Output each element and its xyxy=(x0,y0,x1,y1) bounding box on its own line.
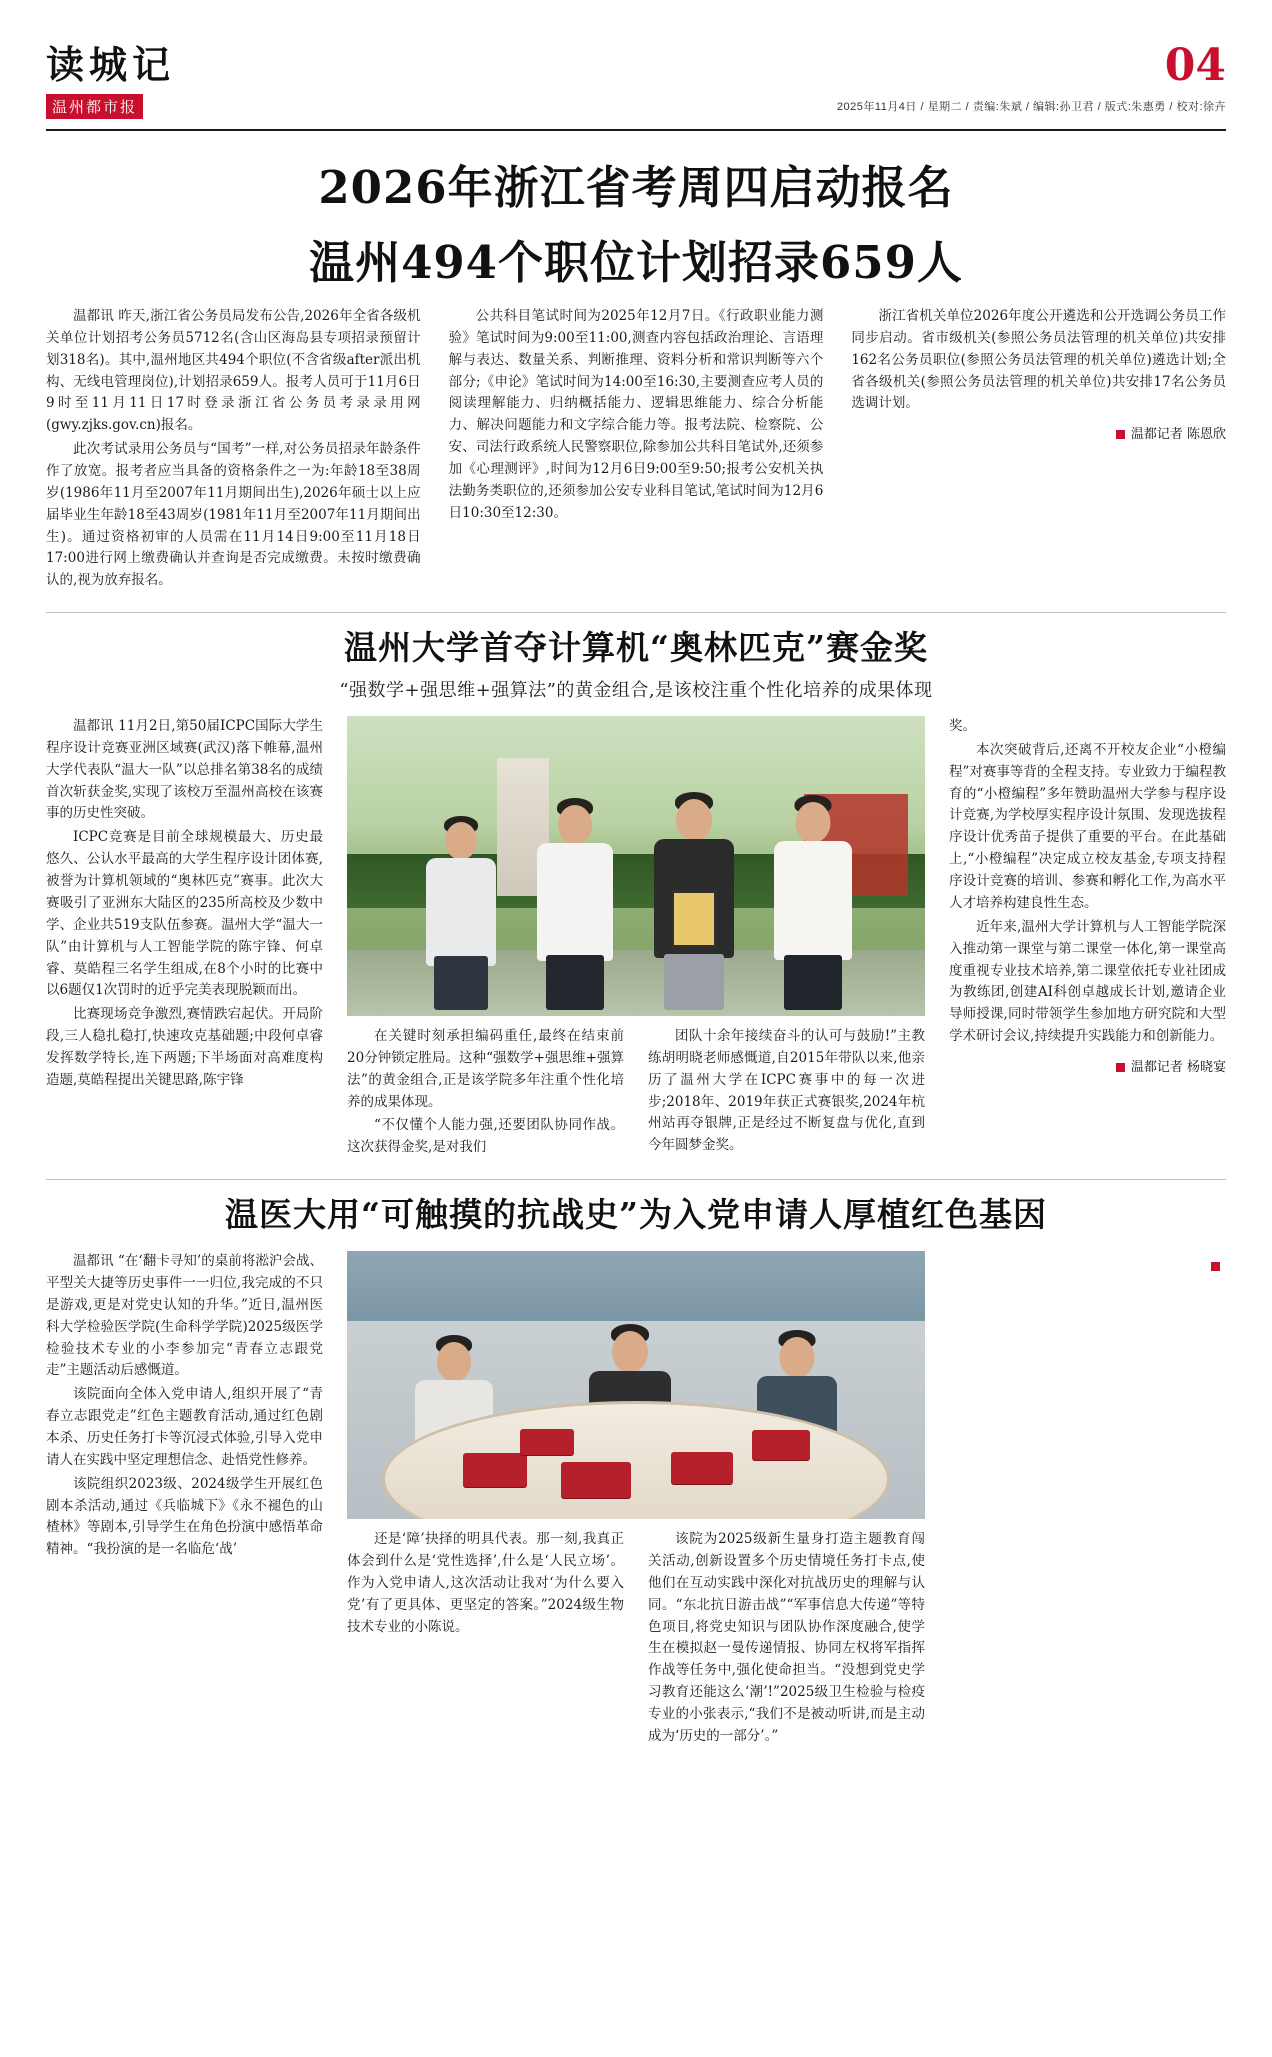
torso xyxy=(537,843,613,961)
article-icpc-gold xyxy=(46,613,1226,1161)
head xyxy=(445,822,477,860)
article1-col-1 xyxy=(46,306,421,594)
paragraph: 该院为2025级新生量身打造主题教育闯关活动,创新设置多个历史情境任务打卡点,使他们在互动实践中深化对抗战历史的理解与认同。“东北抗日游击战”“军事信息大传递”等特色项目,将党史知识与团队协作深度融合,使学生在模拟赵一曼传递情报、协同左权将军指挥作战等任务中,强化使命担当。“没想到党史学习教育还能这么‘潮’!”2025级卫生检验与检疫专业的小张表示,“我们不是被动听讲,而是主动成为‘历史的一部分’。” xyxy=(648,1531,925,1744)
article2-col-3 xyxy=(648,716,925,1161)
article2-col-1 xyxy=(46,716,323,1161)
byline-marker-icon xyxy=(1116,430,1125,439)
paragraph: ICPC竞赛是目前全球规模最大、历史最悠久、公认水平最高的大学生程序设计团体赛,被誉为计算机领域的“奥林匹克”赛事。此次大赛吸引了亚洲东大陆区的235所高校及少数中学、企业共519支队伍参赛。温州大学“温大一队”由计算机与人工智能学院的陈宇锋、何卓睿、莫皓程三名学生组成,在8个小时的比赛中以6题仅1次罚时的近乎完美表现脱颖而出。 xyxy=(46,829,323,999)
subheadline: “强数学+强思维+强算法”的黄金组合,是该校注重个性化培养的成果体现 xyxy=(339,680,933,702)
headline-block xyxy=(46,627,1226,702)
paragraph: 比赛现场竞争激烈,赛情跌宕起伏。开局阶段,三人稳扎稳打,快速攻克基础题;中段何卓睿发挥数学特长,连下两题;下半场面对高难度构造题,莫皓程提出关键思路,陈宇锋 xyxy=(46,1006,323,1088)
headline-block xyxy=(46,159,1226,292)
person-student-1 xyxy=(532,800,618,1010)
paragraph: 温都讯 昨天,浙江省公务员局发布公告,2026年全省各级机关单位计划招考公务员5712名(含山区海岛县专项招录预留计划318名)。其中,温州地区共494个职位(不含省级after派出机构、无线电管理岗位),计划招录659人。报考人员可于11月6日9时至11月11日17时登录浙江省公务员考录录用网(gwy.zjks.gov.cn)报名。 xyxy=(46,307,421,434)
paragraph: 浙江省机关单位2026年度公开遴选和公开选调公务员工作同步启动。省市级机关(参照公务员法管理的机关单位)共安排162名公务员职位(参照公务员法管理的机关单位)遴选计划;全省各级机关(参照公务员法管理的机关单位)共安排17名公务员选调计划。 xyxy=(851,307,1226,412)
page-title-line1: 2026年浙江省考周四启动报名 xyxy=(318,160,954,214)
legs xyxy=(546,955,604,1010)
headline-block xyxy=(46,1194,1226,1237)
article1-col-3 xyxy=(851,306,1226,594)
article2-columns xyxy=(46,716,1226,1161)
byline-text: 温都记者 陈恩欣 xyxy=(1130,427,1226,443)
issue-info: 2025年11月4日 / 星期二 / 责编:朱斌 / 编辑:孙卫君 / 版式:朱惠勇 / 校对:徐卉 xyxy=(836,101,1226,113)
article3-col-2 xyxy=(347,1251,624,1750)
byline-marker-icon xyxy=(1211,1262,1220,1271)
paragraph: “不仅懂个人能力强,还要团队协同作战。这次获得金奖,是对我们 xyxy=(347,1117,624,1156)
paragraph: 团队十余年接续奋斗的认可与鼓励!”主教练胡明晓老师感慨道,自2015年带队以来,他亲历了温州大学在ICPC赛事中的每一次进步;2018年、2019年获正式赛银奖,2024年杭州站再夺银牌,正是经过不断复盘与优化,直到今年圆梦金奖。 xyxy=(648,1028,925,1154)
paragraph: 公共科目笔试时间为2025年12月7日。《行政职业能力测验》笔试时间为9:00至11:00,测查内容包括政治理论、言语理解与表达、数量关系、判断推理、资料分析和常识判断等六个部分;《申论》笔试时间为14:00至16:30,主要测查应考人员的阅读理解能力、归纳概括能力、逻辑思维能力、综合分析能力、解决问题能力和文字综合能力等。报考法院、检察院、公安、司法行政系统人民警察职位,除参加公共科目笔试外,还须参加《心理测评》,时间为12月6日9:00至9:50;报考公安机关执法勤务类职位的,还须参加公安专业科目笔试,笔试时间为12月6日10:30至12:30。 xyxy=(448,307,824,521)
head xyxy=(558,805,592,845)
byline xyxy=(949,1259,1226,1274)
red-card-box xyxy=(463,1453,527,1487)
article3-col-3 xyxy=(648,1251,925,1750)
paragraph: 温都讯 “在‘翻卡寻知’的桌前将淞沪会战、平型关大捷等历史事件一一归位,我完成的不只是游戏,更是对党史认知的升华。”近日,温州医科大学检验医学院(生命科学学院)2025级医学检验技术专业的小李参加完“青春立志跟党走”主题活动后感慨道。 xyxy=(46,1253,323,1379)
byline-text: 温都记者 杨晓宴 xyxy=(1130,1059,1226,1075)
article1-columns xyxy=(46,306,1226,594)
person-coach xyxy=(422,818,500,1010)
legs xyxy=(434,956,488,1010)
photo-spacer xyxy=(648,1251,925,1529)
page-title-line2: 温州494个职位计划招录659人 xyxy=(309,236,963,290)
red-card-box xyxy=(520,1429,574,1455)
paper-name: 温州都市报 xyxy=(46,94,143,119)
page-title: 温州大学首夺计算机“奥林匹克”赛金奖 xyxy=(344,628,928,668)
article1-col-2 xyxy=(449,306,824,594)
byline xyxy=(949,1056,1226,1075)
byline-marker-icon xyxy=(1116,1063,1125,1072)
masthead-right xyxy=(836,40,1226,114)
paragraph: 本次突破背后,还离不开校友企业“小橙编程”对赛事等背的全程支持。专业致力于编程教育的“小橙编程”多年赞助温州大学参与程序设计竞赛,为学校厚实程序设计氛围、发现选拔程序设计优秀苗子提供了重要的平台。在此基础上,“小橙编程”决定成立校友基金,专项支持程序设计竞赛的培训、参赛和孵化工作,为高水平人才培养构建良性生态。 xyxy=(949,741,1226,911)
paragraph: 此次考试录用公务员与“国考”一样,对公务员招录年龄条件作了放宽。报考者应当具备的资格条件之一为:年龄18至38周岁(1986年11月至2007年11月期间出生),2026年硕士以上应届毕业生年龄18至43周岁(1981年11月至2007年11月期间出生)。通过资格初审的人员需在11月14日9:00至11月18日17:00进行网上缴费确认并查询是否完成缴费。未按时缴费确认的,视为放弃报名。 xyxy=(46,441,421,589)
paragraph: 近年来,温州大学计算机与人工智能学院深入推动第一课堂与第二课堂一体化,第一课堂高度重视专业技术培养,第二课堂依托专业社团成为教练团,创建AI科创卓越成长计划,邀请企业导师授课,同时带领学生参加地方研究院和大型学术研讨会议,持续提升实践能力和创新能力。 xyxy=(949,918,1226,1045)
article3-col-1 xyxy=(46,1251,323,1750)
byline xyxy=(851,423,1226,442)
paragraph: 还是‘障’抉择的明具代表。那一刻,我真正体会到什么是‘党性选择’,什么是‘人民立场’。作为入党申请人,这次活动让我对‘为什么要入党’有了更具体、更坚定的答案。”2024级生物技术专业的小陈说。 xyxy=(347,1531,624,1635)
torso xyxy=(426,858,496,966)
section-title: 读城记 xyxy=(46,42,176,87)
page-number: 04 xyxy=(1164,40,1226,91)
masthead xyxy=(46,40,1226,131)
article3-col-4 xyxy=(949,1251,1226,1750)
paragraph: 在关键时刻承担编码重任,最终在结束前20分钟锁定胜局。这种“强数学+强思维+强算法”的黄金组合,正是该学院多年注重个性化培养的成果体现。 xyxy=(347,1028,624,1110)
article2-col-4 xyxy=(949,716,1226,1161)
photo-spacer xyxy=(648,716,925,1026)
red-card-box xyxy=(561,1462,631,1498)
article3-columns xyxy=(46,1251,1226,1750)
masthead-left xyxy=(46,44,175,119)
paragraph-award-tail: 奖。 xyxy=(949,718,976,735)
head xyxy=(612,1331,648,1373)
head xyxy=(437,1342,471,1382)
article2-col-2 xyxy=(347,716,624,1161)
paragraph: 该院面向全体入党申请人,组织开展了“青春立志跟党走”红色主题教育活动,通过红色剧本杀、历史任务打卡等沉浸式体验,引导入党申请人在实践中坚定理想信念、赴悟党性修养。 xyxy=(46,1386,323,1468)
paragraph: 温都讯 11月2日,第50届ICPC国际大学生程序设计竞赛亚洲区域赛(武汉)落下帷幕,温州大学代表队“温大一队”以总排名第38名的成绩首次斩获金奖,实现了该校万至温州高校在该赛事的历史性突破。 xyxy=(46,718,323,822)
article-red-gene-education xyxy=(46,1180,1226,1749)
page-title: 温医大用“可触摸的抗战史”为入党申请人厚植红色基因 xyxy=(225,1195,1047,1235)
paragraph: 该院组织2023级、2024级学生开展红色剧本杀活动,通过《兵临城下》《永不褪色的山楂林》等剧本,引导学生在角色扮演中感悟革命精神。“我扮演的是一名临危‘战’ xyxy=(46,1475,323,1558)
article-provincial-exam xyxy=(46,131,1226,594)
